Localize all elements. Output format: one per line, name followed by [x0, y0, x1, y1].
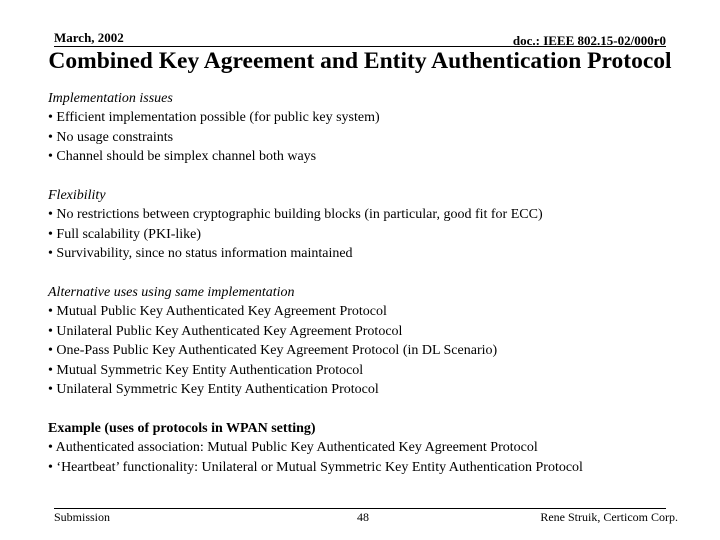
header-date: March, 2002 — [54, 30, 124, 45]
bullet-item: • Unilateral Public Key Authenticated Key Agreement Protocol — [48, 323, 403, 339]
footer-author: Rene Struik, Certicom Corp. — [540, 510, 678, 524]
bullet-item: • One-Pass Public Key Authenticated Key Agreement Protocol (in DL Scenario) — [48, 343, 498, 359]
section-flexibility — [48, 186, 708, 264]
section-example — [48, 419, 708, 477]
section-implementation — [48, 89, 708, 167]
bullet-item: • Full scalability (PKI-like) — [48, 226, 202, 242]
footer-page-number: 48 — [357, 510, 369, 524]
bullet-item: • No restrictions between cryptographic building blocks (in particular, good fit for ECC) — [48, 207, 543, 223]
bullet-item: • Mutual Public Key Authenticated Key Agreement Protocol — [48, 304, 387, 320]
header-doc-id: doc.: IEEE 802.15-02/000r0 — [512, 33, 666, 48]
bullet-item: • Unilateral Symmetric Key Entity Authentication Protocol — [48, 382, 379, 398]
section-heading: Implementation issues — [48, 91, 173, 106]
bullet-item: • Survivability, since no status information maintained — [48, 246, 353, 262]
bullet-item: • No usage constraints — [48, 129, 174, 145]
section-heading: Example (uses of protocols in WPAN setting) — [48, 420, 316, 436]
slide-body — [48, 89, 708, 496]
bullet-item: • Mutual Symmetric Key Entity Authentication Protocol — [48, 362, 364, 378]
bullet-item: • ‘Heartbeat’ functionality: Unilateral or Mutual Symmetric Key Entity Authentication Protocol — [48, 459, 583, 475]
section-heading: Alternative uses using same implementation — [48, 285, 295, 301]
footer-rule — [54, 508, 666, 509]
section-heading: Flexibility — [48, 188, 106, 204]
bullet-item: • Efficient implementation possible (for public key system) — [48, 110, 380, 126]
section-alternative-uses — [48, 283, 708, 399]
footer-submission: Submission — [54, 510, 111, 524]
slide-title: Combined Key Agreement and Entity Authentication Protocol — [48, 48, 672, 74]
bullet-item: • Channel should be simplex channel both ways — [48, 149, 317, 165]
bullet-item: • Authenticated association: Mutual Public Key Authenticated Key Agreement Protocol — [48, 440, 538, 456]
